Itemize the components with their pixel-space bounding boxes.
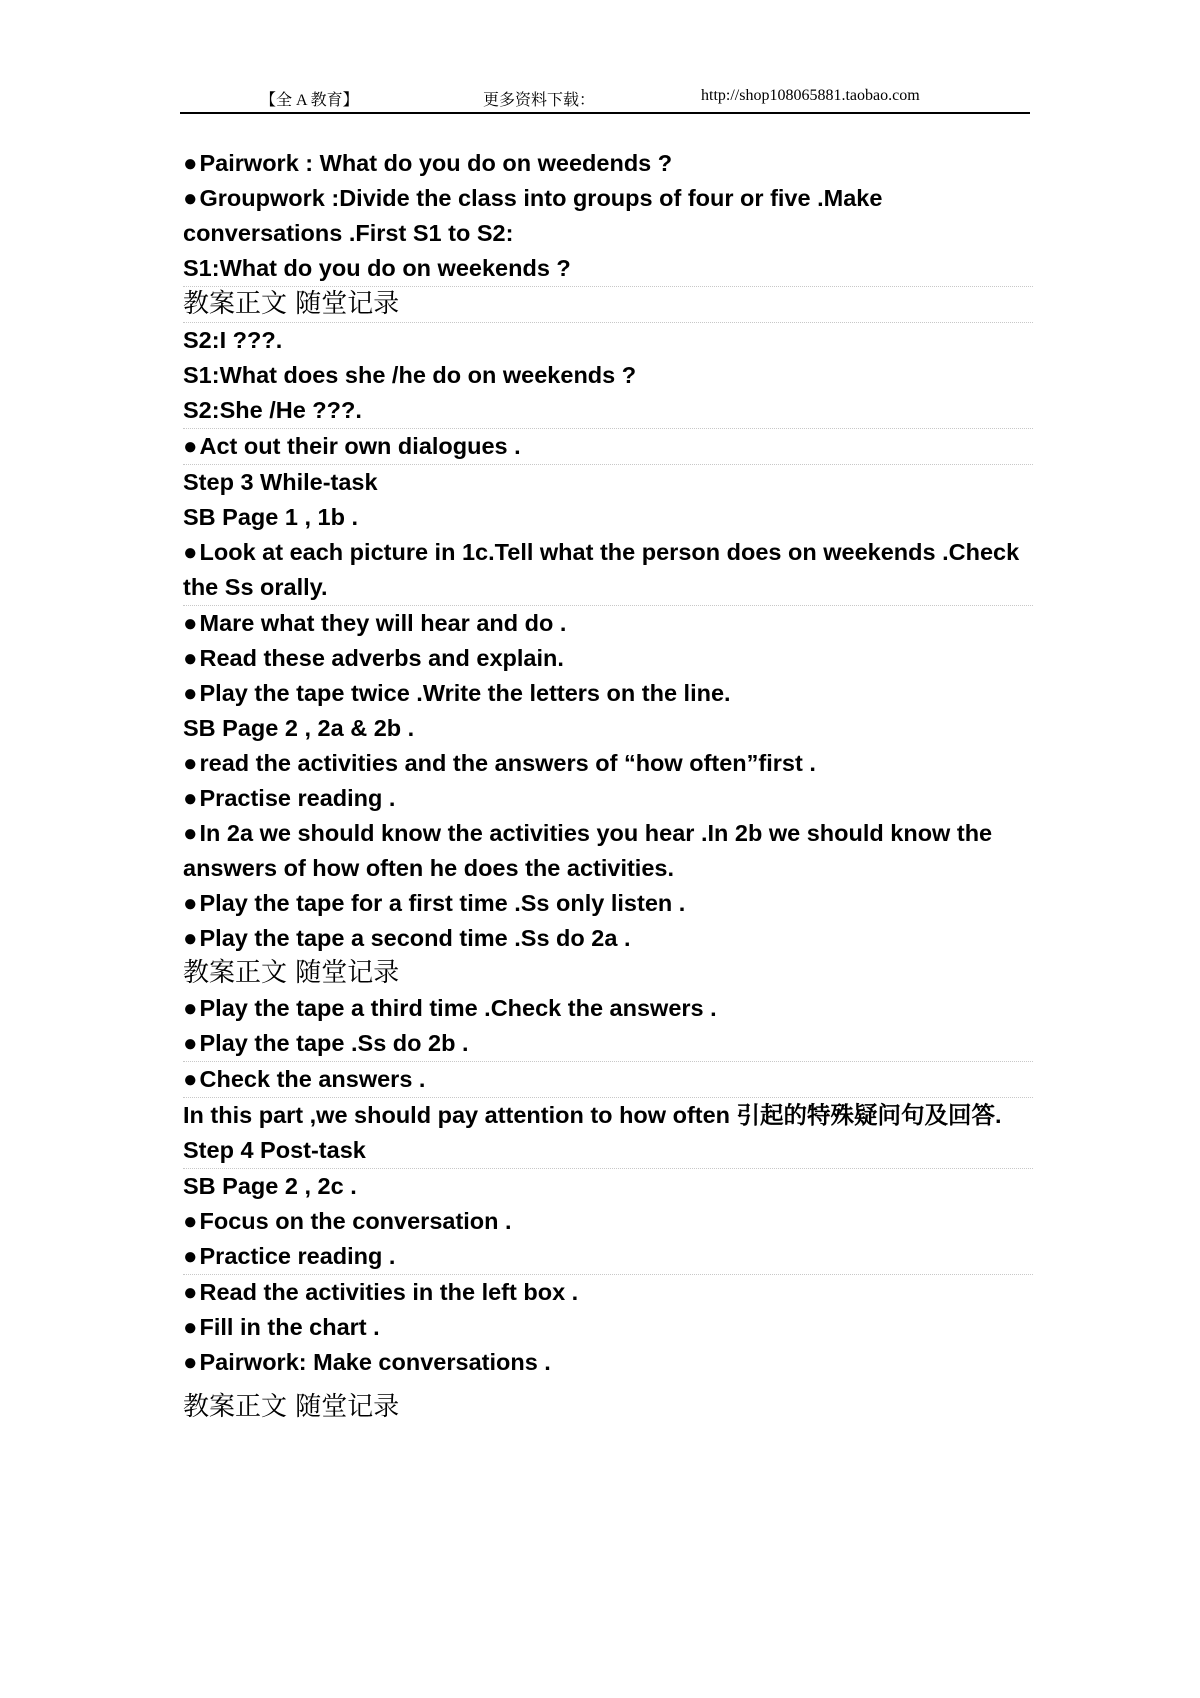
bullet-icon: ● xyxy=(183,1030,198,1057)
header-more-downloads: 更多资料下载： xyxy=(483,92,596,109)
bullet-icon: ● xyxy=(183,1349,198,1376)
bullet-line: ●Practice reading . xyxy=(183,1239,1033,1275)
page-reference: SB Page 2 , 2a & 2b . xyxy=(183,715,415,741)
bullet-icon: ● xyxy=(183,610,198,637)
bullet-line: ●Act out their own dialogues . xyxy=(183,429,1033,465)
bullet-icon: ● xyxy=(183,539,198,566)
bullet-line: ●Play the tape .Ss do 2b . xyxy=(183,1026,1033,1062)
bullet-icon: ● xyxy=(183,1243,198,1270)
bullet-line: ●read the activities and the answers of “how often”first . xyxy=(183,750,816,777)
dialogue-line: S2:She /He ???. xyxy=(183,393,1033,429)
bullet-line: ●Play the tape for a first time .Ss only listen . xyxy=(183,890,686,917)
bullet-icon: ● xyxy=(183,645,198,672)
section-label: 教案正文 随堂记录 xyxy=(183,958,400,988)
bullet-line: ●Pairwork : What do you do on weedends ? xyxy=(183,150,673,177)
bullet-icon: ● xyxy=(183,1066,198,1093)
section-label: 教案正文 随堂记录 xyxy=(183,287,1033,323)
section-label: 教案正文 随堂记录 xyxy=(183,1392,400,1422)
bullet-line: ●In 2a we should know the activities you hear .In 2b we should know the answers of how often he does the activities. xyxy=(183,820,993,881)
bullet-line: ●Play the tape twice .Write the letters on the line. xyxy=(183,680,731,707)
dialogue-line: S2:I ???. xyxy=(183,327,283,353)
bullet-line: ●Read the activities in the left box . xyxy=(183,1279,579,1306)
bullet-icon: ● xyxy=(183,890,198,917)
bullet-icon: ● xyxy=(183,925,198,952)
bullet-line: ●Focus on the conversation . xyxy=(183,1208,512,1235)
page-header xyxy=(180,84,1030,114)
bullet-line: ●Read these adverbs and explain. xyxy=(183,645,564,672)
bullet-line: ●Mare what they will hear and do . xyxy=(183,610,567,637)
header-url[interactable]: http://shop108065881.taobao.com xyxy=(701,87,920,104)
bullet-line: ●Groupwork :Divide the class into groups of four or five .Make conversations .First S1 to S2: xyxy=(183,185,883,246)
bullet-icon: ● xyxy=(183,680,198,707)
dialogue-line: S1:What do you do on weekends ? xyxy=(183,251,1033,287)
step-heading: Step 3 While-task xyxy=(183,469,378,495)
bullet-icon: ● xyxy=(183,750,198,777)
bullet-line: ●Practise reading . xyxy=(183,785,396,812)
header-brand: 【全 A 教育】 xyxy=(260,92,359,109)
step-heading: Step 4 Post-task xyxy=(183,1133,1033,1169)
bullet-icon: ● xyxy=(183,1279,198,1306)
document-body xyxy=(183,146,1033,1425)
bullet-icon: ● xyxy=(183,185,198,212)
dialogue-line: S1:What does she /he do on weekends ? xyxy=(183,362,637,388)
page-reference: SB Page 1 , 1b . xyxy=(183,504,359,530)
bullet-line: ●Play the tape a second time .Ss do 2a . xyxy=(183,925,631,952)
page-reference: SB Page 2 , 2c . xyxy=(183,1173,357,1199)
bullet-line: ●Check the answers . xyxy=(183,1062,1033,1098)
summary-note: In this part ,we should pay attention to how often 引起的特殊疑问句及回答. xyxy=(183,1102,1002,1128)
bullet-line: ●Fill in the chart . xyxy=(183,1314,380,1341)
bullet-line: ●Play the tape a third time .Check the answers . xyxy=(183,995,717,1022)
bullet-icon: ● xyxy=(183,150,198,177)
bullet-icon: ● xyxy=(183,1208,198,1235)
bullet-icon: ● xyxy=(183,995,198,1022)
bullet-icon: ● xyxy=(183,1314,198,1341)
bullet-icon: ● xyxy=(183,785,198,812)
bullet-icon: ● xyxy=(183,820,198,847)
bullet-line: ●Pairwork: Make conversations . xyxy=(183,1349,551,1376)
bullet-icon: ● xyxy=(183,433,198,460)
bullet-line: ●Look at each picture in 1c.Tell what the person does on weekends .Check the Ss orally. xyxy=(183,535,1033,606)
